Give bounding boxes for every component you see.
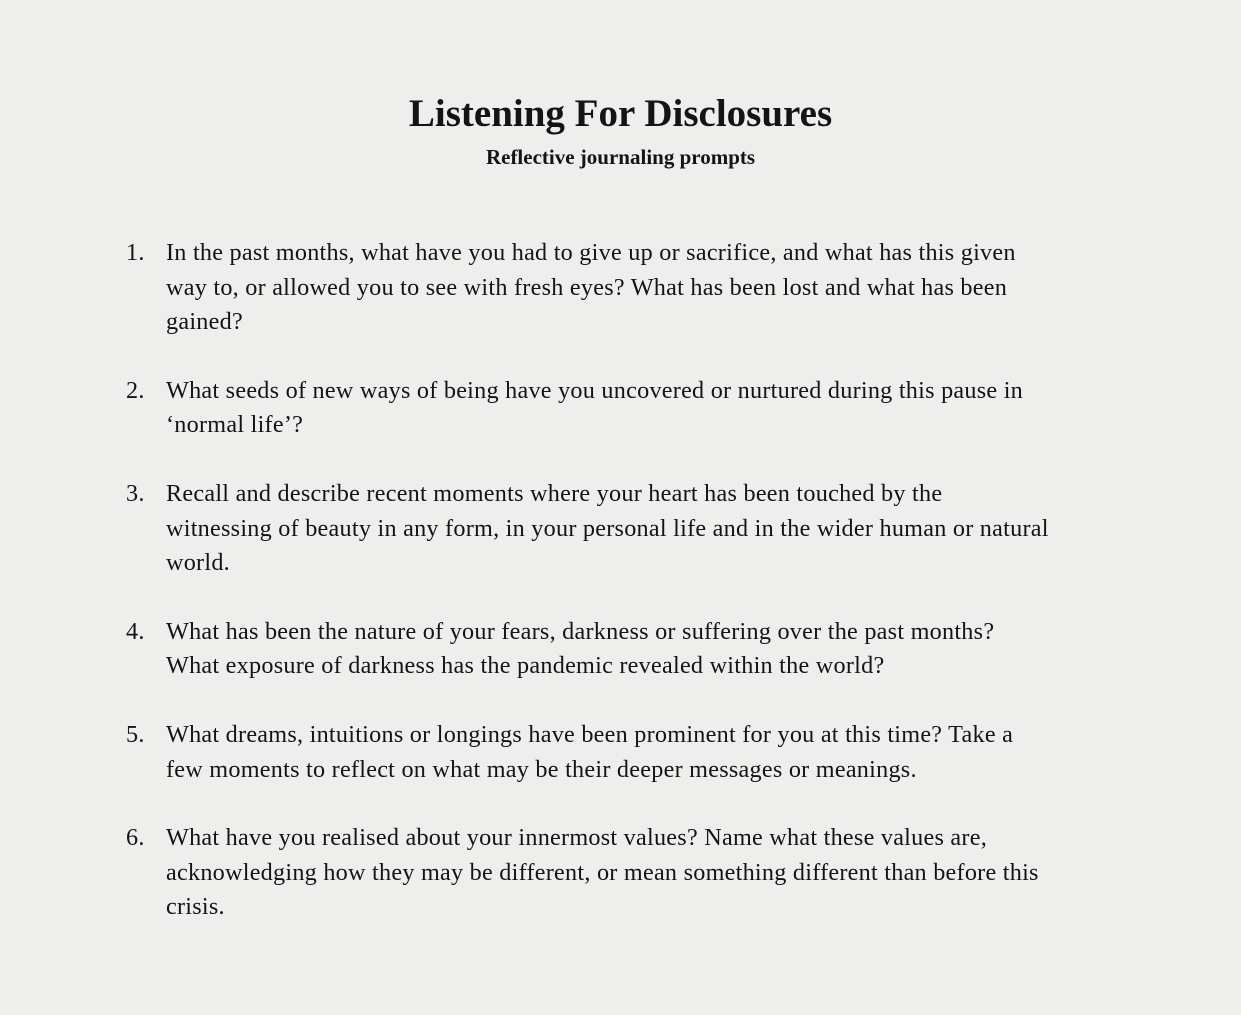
prompt-line: way to, or allowed you to see with fresh eyes? What has been lost and what has been [166, 273, 1008, 301]
prompt-item-6 [0, 821, 1241, 925]
page-subtitle: Reflective journaling prompts [485, 145, 756, 169]
prompt-line: What exposure of darkness has the pandemic revealed within the world? [166, 652, 885, 680]
prompt-line: witnessing of beauty in any form, in your personal life and in the wider human or natural [166, 514, 1049, 542]
prompt-item-2 [0, 374, 1241, 443]
prompt-number: 6. [126, 824, 145, 852]
prompt-number: 4. [126, 617, 145, 645]
prompt-line: gained? [166, 308, 243, 336]
prompt-number: 3. [126, 479, 145, 507]
prompt-line: What dreams, intuitions or longings have been prominent for you at this time? Take a [166, 720, 1014, 748]
prompt-list [0, 236, 1241, 959]
prompt-number: 2. [126, 376, 145, 404]
prompt-item-3 [0, 477, 1241, 581]
prompt-line: What have you realised about your innermost values? Name what these values are, [166, 824, 988, 852]
prompt-line: What has been the nature of your fears, darkness or suffering over the past months? [166, 617, 995, 645]
prompt-line: In the past months, what have you had to give up or sacrifice, and what has this given [166, 239, 1016, 266]
prompt-item-1 [0, 236, 1241, 340]
prompt-line: acknowledging how they may be different, or mean something different than before this [166, 858, 1039, 886]
prompt-number: 5. [126, 720, 145, 748]
prompt-item-5 [0, 718, 1241, 787]
prompt-line: Recall and describe recent moments where your heart has been touched by the [166, 479, 943, 507]
prompt-number: 1. [126, 239, 145, 266]
page-title: Listening For Disclosures [408, 92, 833, 135]
prompt-line: crisis. [166, 893, 225, 921]
prompt-line: ‘normal life’? [166, 411, 304, 439]
prompt-line: few moments to reflect on what may be their deeper messages or meanings. [166, 755, 917, 783]
prompt-item-4 [0, 615, 1241, 684]
prompt-line: What seeds of new ways of being have you uncovered or nurtured during this pause in [166, 376, 1024, 404]
prompt-line: world. [166, 549, 230, 577]
